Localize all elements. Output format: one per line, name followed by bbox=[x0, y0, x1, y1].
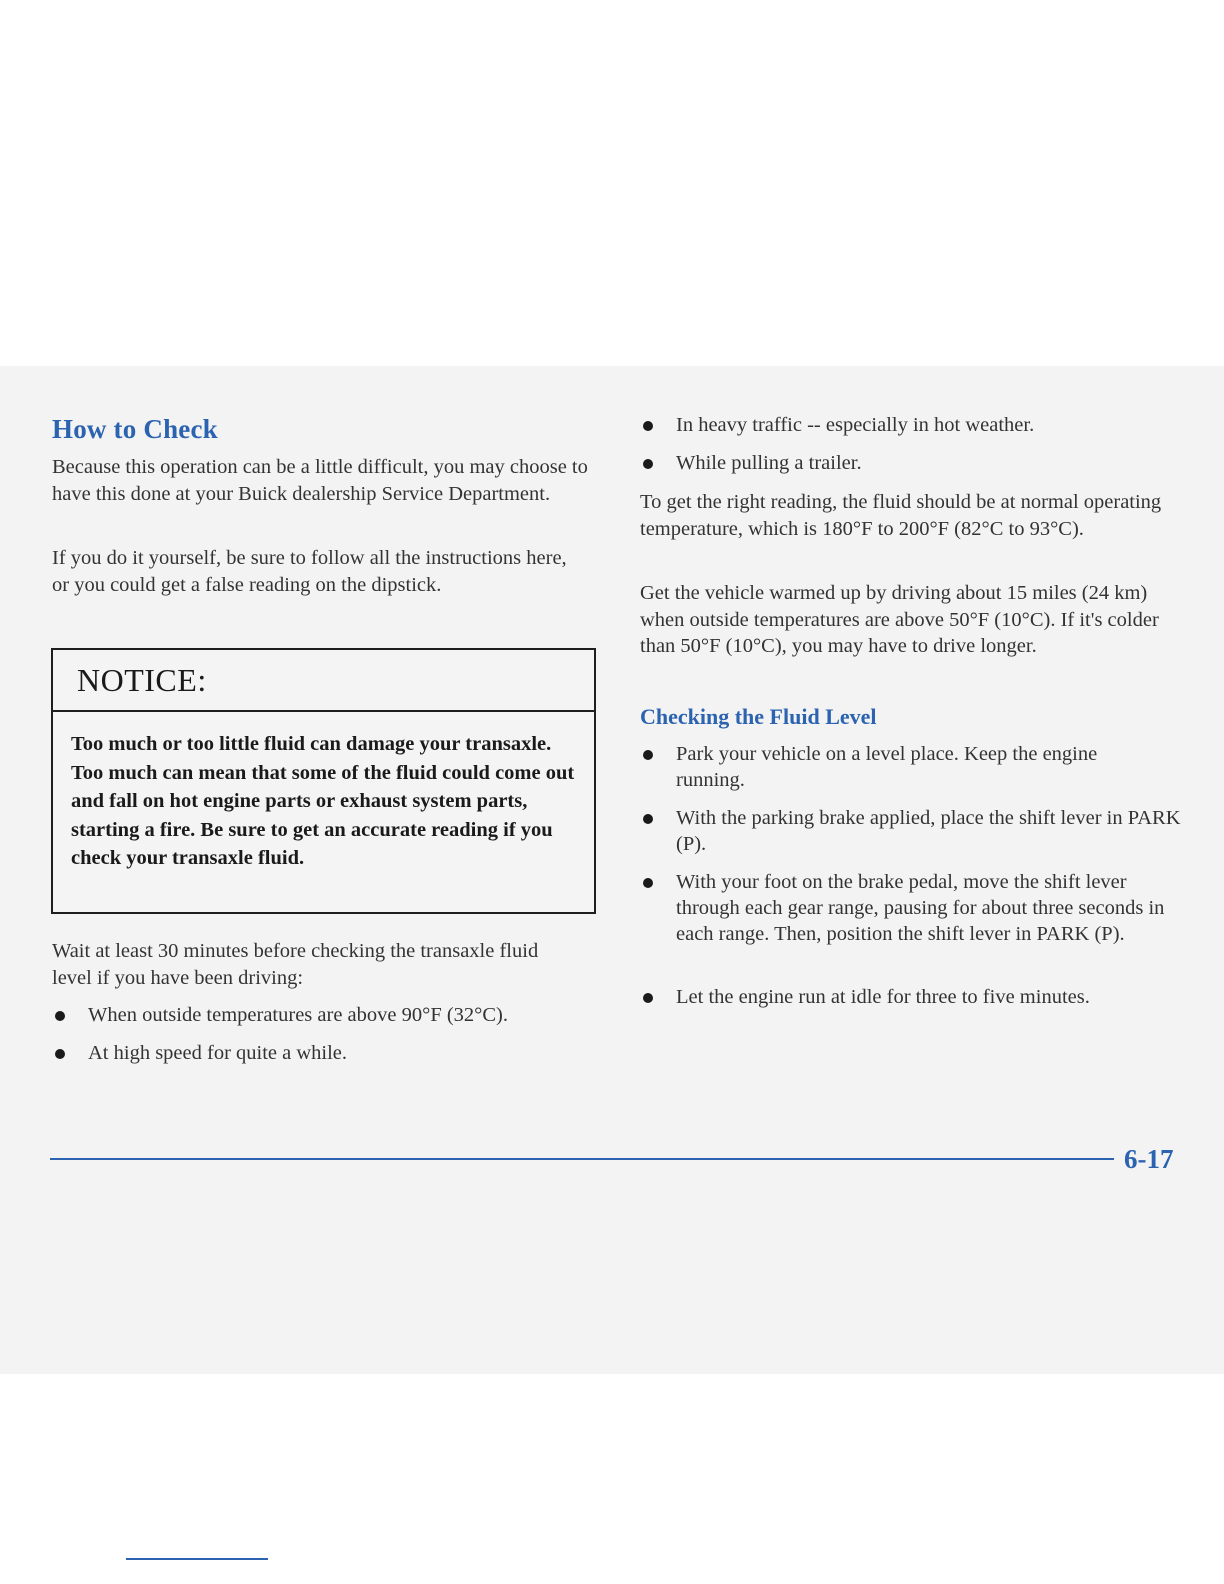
page-number: 6-17 bbox=[1124, 1144, 1174, 1174]
warmup-paragraph bbox=[640, 580, 1180, 660]
intro-paragraph-text: Because this operation can be a little difficult, you may choose to have this done at your Buick dealership Service Department. bbox=[52, 456, 588, 505]
list-item-text: Let the engine run at idle for three to five minutes. bbox=[676, 986, 1090, 1008]
list-item-text: With the parking brake applied, place the shift lever in PARK (P). bbox=[676, 807, 1181, 855]
diy-paragraph bbox=[52, 545, 572, 598]
list-item bbox=[55, 1040, 595, 1066]
intro-paragraph bbox=[52, 454, 592, 507]
bullet-icon bbox=[643, 459, 653, 469]
notice-title: NOTICE: bbox=[53, 650, 594, 712]
notice-box bbox=[51, 648, 596, 914]
bullet-icon bbox=[643, 993, 653, 1003]
list-item bbox=[55, 1002, 595, 1028]
diy-paragraph-text: If you do it yourself, be sure to follow all the instructions here, or you could get a false reading on the dipstick. bbox=[52, 547, 567, 596]
bullet-icon bbox=[643, 421, 653, 431]
list-item-text: With your foot on the brake pedal, move the shift lever through each gear range, pausing for about three seconds in each range. Then, position the shift lever in PARK (P). bbox=[676, 871, 1165, 945]
bullet-icon bbox=[55, 1049, 65, 1059]
list-item bbox=[643, 741, 1163, 793]
temperature-paragraph bbox=[640, 489, 1180, 542]
footer-rule bbox=[50, 1158, 1114, 1160]
bullet-icon bbox=[643, 814, 653, 824]
list-item bbox=[643, 450, 1183, 476]
subheading-checking-fluid-level: Checking the Fluid Level bbox=[640, 704, 877, 729]
list-item-text: Park your vehicle on a level place. Keep the engine running. bbox=[676, 743, 1098, 791]
wait-paragraph-text: Wait at least 30 minutes before checking the transaxle fluid level if you have been driving: bbox=[52, 940, 539, 989]
list-item bbox=[643, 869, 1183, 947]
wait-paragraph bbox=[52, 938, 582, 991]
bullet-icon bbox=[643, 878, 653, 888]
warmup-paragraph-text: Get the vehicle warmed up by driving about 15 miles (24 km) when outside temperatures are above 50°F (10°C). If it's colder than 50°F (10°C), you may have to drive longer. bbox=[640, 582, 1159, 657]
list-item-text: In heavy traffic -- especially in hot weather. bbox=[676, 414, 1035, 436]
bullet-icon bbox=[55, 1011, 65, 1021]
bottom-rule bbox=[126, 1558, 268, 1560]
temperature-paragraph-text: To get the right reading, the fluid should be at normal operating temperature, which is 180°F to 200°F (82°C to 93°C). bbox=[640, 491, 1162, 540]
bullet-icon bbox=[643, 750, 653, 760]
list-item bbox=[643, 984, 1183, 1010]
list-item bbox=[643, 412, 1183, 438]
list-item-text: While pulling a trailer. bbox=[676, 452, 862, 474]
section-heading-how-to-check: How to Check bbox=[52, 414, 218, 444]
notice-body-text: Too much or too little fluid can damage your transaxle. Too much can mean that some of the fluid could come out and fall on hot engine parts or exhaust system parts, starting a fire. Be sure to get an accurate reading if you check your transaxle fluid. bbox=[71, 733, 575, 869]
list-item-text: At high speed for quite a while. bbox=[88, 1042, 348, 1064]
list-item-text: When outside temperatures are above 90°F (32°C). bbox=[88, 1004, 508, 1026]
list-item bbox=[643, 805, 1183, 857]
